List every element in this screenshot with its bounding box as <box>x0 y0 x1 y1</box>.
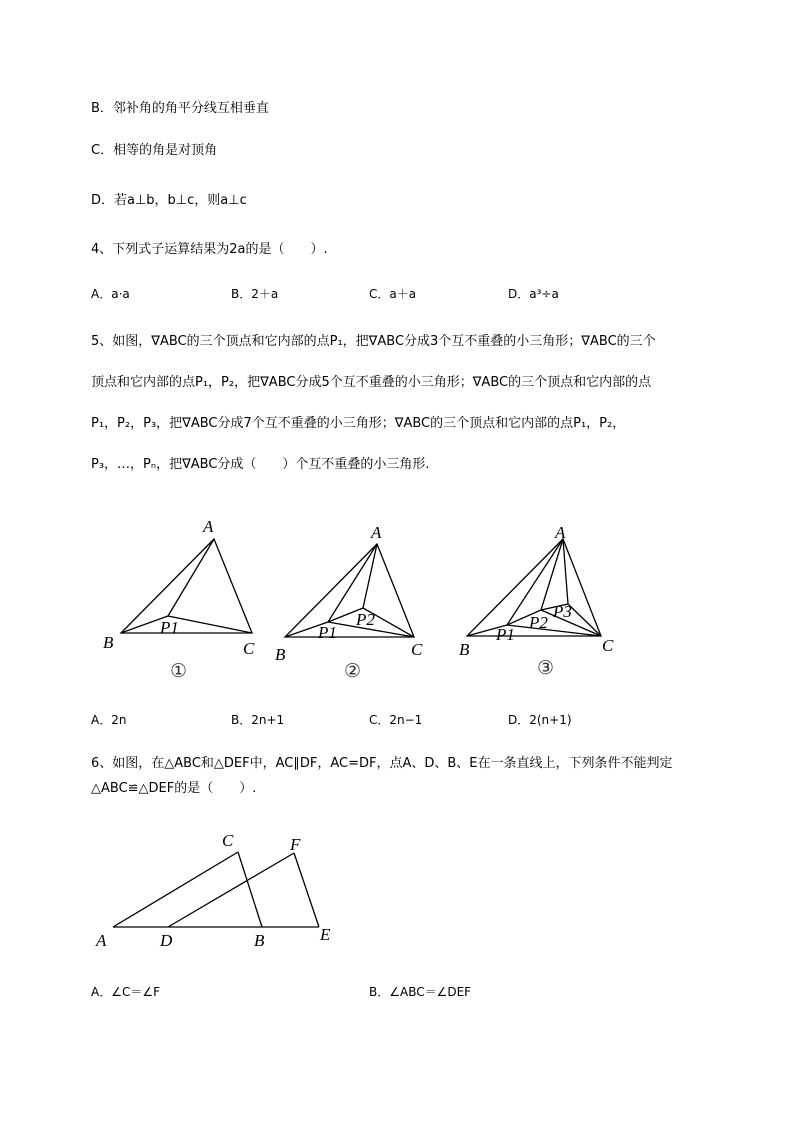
q5-option-b: B．2n+1 <box>231 713 285 727</box>
fig6-segment-ac <box>113 852 238 927</box>
fig3-label-p3: P3 <box>553 602 572 621</box>
q5-stem-line-2: 顶点和它内部的点P₁，P₂，把∇ABC分成5个互不重叠的小三角形；∇ABC的三个顶点和它内部的点 <box>91 375 652 390</box>
q3-option-d: D．若a⊥b，b⊥c，则a⊥c <box>91 193 247 208</box>
fig1-segment-ap1 <box>168 539 214 616</box>
fig3-label-b: B <box>459 640 470 659</box>
fig2-label-c: C <box>411 640 423 659</box>
fig2-number: ② <box>344 660 362 682</box>
fig6-label-e: E <box>320 925 331 944</box>
q4-option-d: D．a³÷a <box>508 287 559 301</box>
q3-option-c: C．相等的角是对顶角 <box>91 143 218 158</box>
fig3-number: ③ <box>537 657 555 679</box>
fig2-triangle <box>285 544 414 637</box>
fig1-label-c: C <box>243 639 255 658</box>
fig1-segment-bp1 <box>121 616 168 633</box>
fig1-triangle <box>121 539 252 633</box>
fig6-label-f: F <box>290 835 301 854</box>
fig1-number: ① <box>170 660 188 682</box>
fig1-label-a: A <box>203 517 214 536</box>
fig3-label-p1: P1 <box>496 625 515 644</box>
q4-stem: 4、下列式子运算结果为2a的是（ ）. <box>91 242 328 257</box>
q5-stem-line-1: 5、如图，∇ABC的三个顶点和它内部的点P₁，把∇ABC分成3个互不重叠的小三角形；∇ABC的三个 <box>91 334 656 349</box>
fig2-label-a: A <box>371 523 382 542</box>
q6-stem-line-2: △ABC≌△DEF的是（ ）. <box>91 781 257 796</box>
q3-option-b: B．邻补角的角平分线互相垂直 <box>91 101 269 116</box>
q5-option-c: C．2n−1 <box>369 713 423 727</box>
q4-option-a: A．a·a <box>91 287 130 301</box>
fig6-segment-fe <box>294 853 319 927</box>
q4-option-c: C．a＋a <box>369 287 417 301</box>
fig2-label-p2: P2 <box>356 610 375 629</box>
q6-option-a: A．∠C＝∠F <box>91 985 161 999</box>
fig6-label-b: B <box>254 931 265 950</box>
q5-stem-line-3: P₁，P₂，P₃，把∇ABC分成7个互不重叠的小三角形；∇ABC的三个顶点和它内部的点P₁，P₂， <box>91 416 626 431</box>
fig3-label-p2: P2 <box>529 613 548 632</box>
fig1-segment-cp1 <box>168 616 252 633</box>
fig6-label-a: A <box>96 931 107 950</box>
fig3-label-c: C <box>602 636 614 655</box>
q4-option-b: B．2＋a <box>231 287 279 301</box>
fig6-label-c: C <box>222 831 234 850</box>
fig6-label-d: D <box>160 931 173 950</box>
fig1-label-b: B <box>103 633 114 652</box>
fig2-label-p1: P1 <box>318 623 337 642</box>
fig1-label-p1: P1 <box>160 618 179 637</box>
fig6-segment-cb <box>238 852 262 927</box>
q5-stem-line-4: P₃，…，Pₙ，把∇ABC分成（ ）个互不重叠的小三角形. <box>91 457 430 472</box>
fig6-segment-df <box>168 853 294 927</box>
fig3-triangle <box>467 539 601 636</box>
q5-option-a: A．2n <box>91 713 127 727</box>
fig3-label-a: A <box>555 523 566 542</box>
fig2-label-b: B <box>275 645 286 664</box>
q5-option-d: D．2(n+1) <box>508 713 572 727</box>
q6-option-b: B．∠ABC＝∠DEF <box>369 985 472 999</box>
q6-stem-line-1: 6、如图，在△ABC和△DEF中，AC∥DF，AC=DF，点A、D、B、E在一条直线上，下列条件不能判定 <box>91 756 673 771</box>
